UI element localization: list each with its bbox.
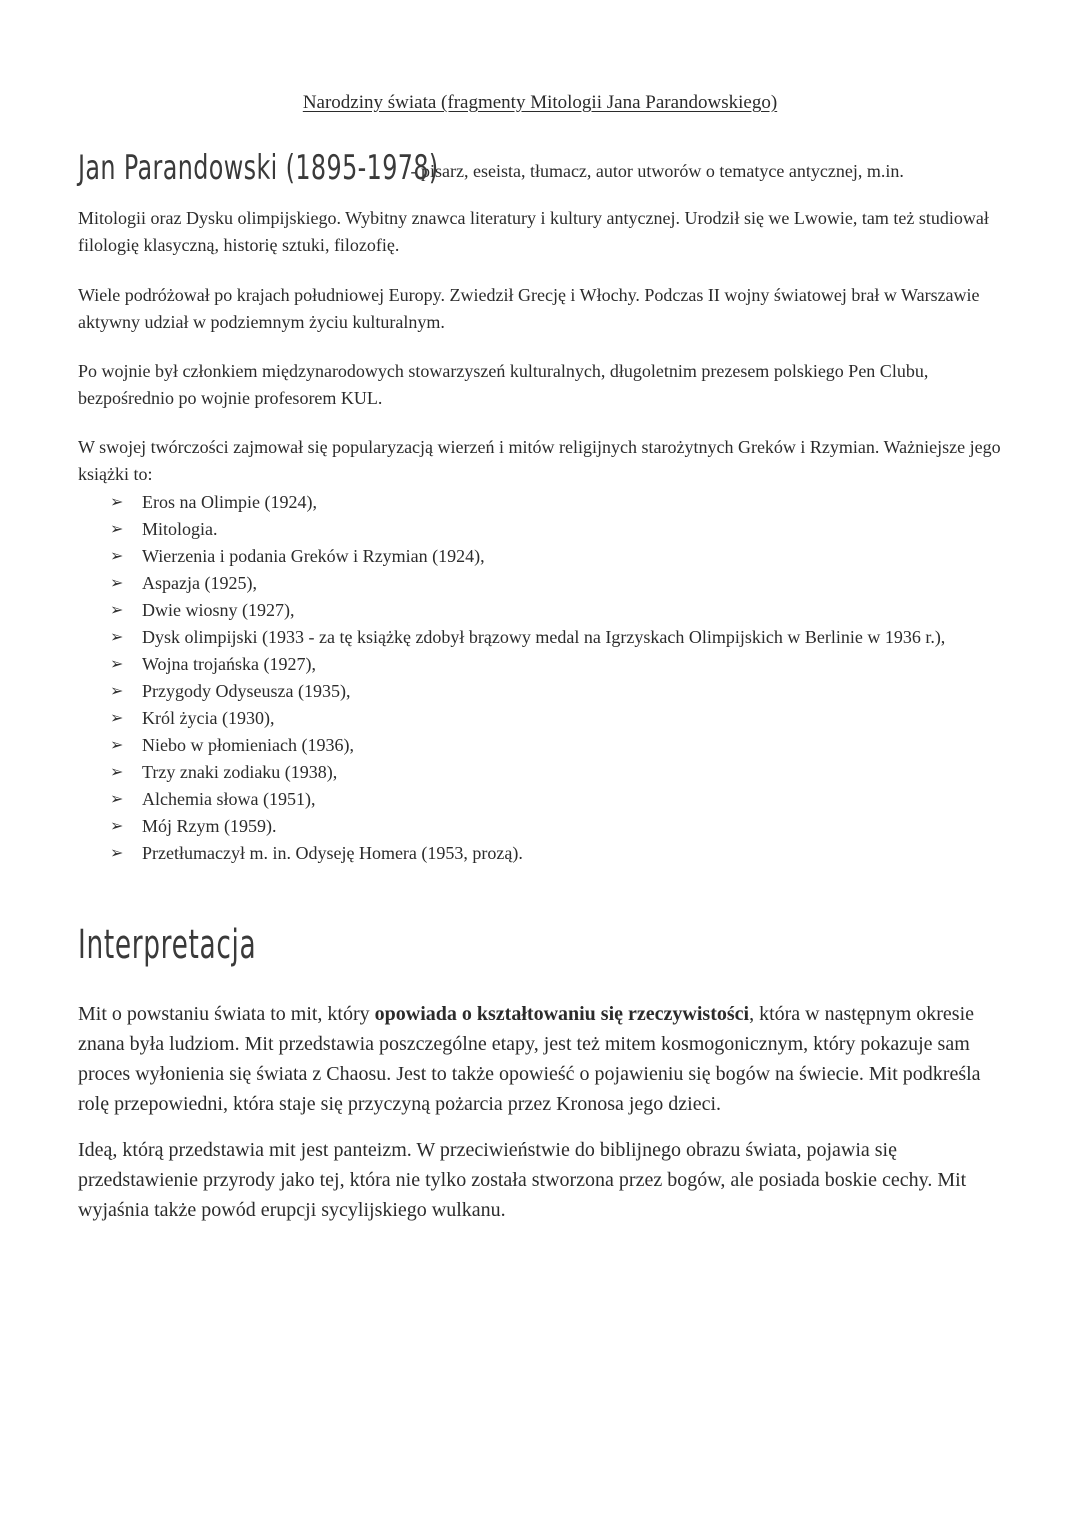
books-list (108, 489, 988, 867)
book-list-item (108, 732, 988, 759)
book-list-item (108, 624, 988, 651)
book-title: Przygody Odyseusza (1935), (142, 681, 351, 701)
book-title: Dwie wiosny (1927), (142, 600, 295, 620)
book-list-item (108, 678, 988, 705)
arrow-bullet-icon: ➢ (110, 683, 124, 700)
author-first-line-text: - pisarz, eseista, tłumacz, autor utworów o tematyce antycznej, m.in. (406, 161, 904, 181)
interpretation-p1-after: , która w następnym okresie znana była ludziom. Mit przedstawia poszczególne etapy, jest też mitem kosmogonicznym, który pokazuje sam proces wyłonienia się świata z Chaosu. Jest to także opowieść o pojawieniu się bogów na świecie. Mit podkreśla rolę przepowiedni, która staje się przyczyną pożarcia przez Kronosa jego dzieci. (78, 1003, 981, 1115)
author-bio-paragraph: Mitologii oraz Dysku olimpijskiego. Wybitny znawca literatury i kultury antycznej. Urodził się we Lwowie, tam też studiował filologię klasyczną, historię sztuki, filozofię. (78, 208, 989, 255)
book-title: Alchemia słowa (1951), (142, 789, 316, 809)
book-title: Król życia (1930), (142, 708, 275, 728)
author-intro (78, 148, 1008, 191)
book-title: Aspazja (1925), (142, 573, 257, 593)
book-title: Mitologia. (142, 519, 218, 539)
book-list-item (108, 813, 988, 840)
book-list-item (108, 840, 988, 867)
interpretation-paragraph-1 (78, 999, 1008, 1119)
interpretation-p1-bold: opowiada o kształtowaniu się rzeczywistości (374, 1003, 750, 1025)
arrow-bullet-icon: ➢ (110, 791, 124, 808)
book-title: Mój Rzym (1959). (142, 816, 277, 836)
interpretation-heading: Interpretacja (78, 922, 257, 968)
arrow-bullet-icon: ➢ (110, 575, 124, 592)
author-works-intro: W swojej twórczości zajmował się popularyzacją wierzeń i mitów religijnych starożytnych Greków i Rzymian. Ważniejsze jego książki to: (78, 437, 1001, 484)
interpretation-paragraph-2: Ideą, którą przedstawia mit jest panteizm. W przeciwieństwie do biblijnego obrazu świata, pojawia się przedstawienie przyrody jako tej, która nie tylko została stworzona przez bogów, ale posiada boskie cechy. Mit wyjaśnia także powód erupcji sycylijskiego wulkanu. (78, 1139, 967, 1221)
arrow-bullet-icon: ➢ (110, 521, 124, 538)
book-list-item (108, 705, 988, 732)
book-list-item (108, 570, 988, 597)
document-title: Narodziny świata (fragmenty Mitologii Jana Parandowskiego) (302, 92, 778, 113)
arrow-bullet-icon: ➢ (110, 710, 124, 727)
arrow-bullet-icon: ➢ (110, 656, 124, 673)
book-list-item (108, 516, 988, 543)
author-first-line (78, 148, 1008, 191)
arrow-bullet-icon: ➢ (110, 764, 124, 781)
arrow-bullet-icon: ➢ (110, 818, 124, 835)
book-title: Dysk olimpijski (1933 - za tę książkę zdobył brązowy medal na Igrzyskach Olimpijskich w Berlinie w 1936 r.), (142, 627, 946, 647)
book-list-item (108, 597, 988, 624)
author-heading: Jan Parandowski (1895-1978) (78, 148, 439, 188)
arrow-bullet-icon: ➢ (110, 629, 124, 646)
interpretation-p1-before: Mit o powstaniu świata to mit, który (78, 1003, 375, 1025)
book-title: Wojna trojańska (1927), (142, 654, 317, 674)
author-postwar-paragraph: Po wojnie był członkiem międzynarodowych stowarzyszeń kulturalnych, długoletnim prezesem polskiego Pen Clubu, bezpośrednio po wojnie profesorem KUL. (78, 361, 929, 408)
book-list-item (108, 489, 988, 516)
book-list-item (108, 786, 988, 813)
arrow-bullet-icon: ➢ (110, 602, 124, 619)
arrow-bullet-icon: ➢ (110, 737, 124, 754)
arrow-bullet-icon: ➢ (110, 845, 124, 862)
book-list-item (108, 651, 988, 678)
book-title: Wierzenia i podania Greków i Rzymian (1924), (142, 546, 485, 566)
arrow-bullet-icon: ➢ (110, 548, 124, 565)
book-list-item (108, 759, 988, 786)
author-travels-paragraph: Wiele podróżował po krajach południowej Europy. Zwiedził Grecję i Włochy. Podczas II wojny światowej brał w Warszawie aktywny udział w podziemnym życiu kulturalnym. (78, 285, 980, 332)
book-title: Eros na Olimpie (1924), (142, 492, 317, 512)
book-title: Przetłumaczył m. in. Odyseję Homera (1953, prozą). (142, 843, 523, 863)
arrow-bullet-icon: ➢ (110, 494, 124, 511)
book-title: Trzy znaki zodiaku (1938), (142, 762, 338, 782)
book-list-item (108, 543, 988, 570)
book-title: Niebo w płomieniach (1936), (142, 735, 354, 755)
